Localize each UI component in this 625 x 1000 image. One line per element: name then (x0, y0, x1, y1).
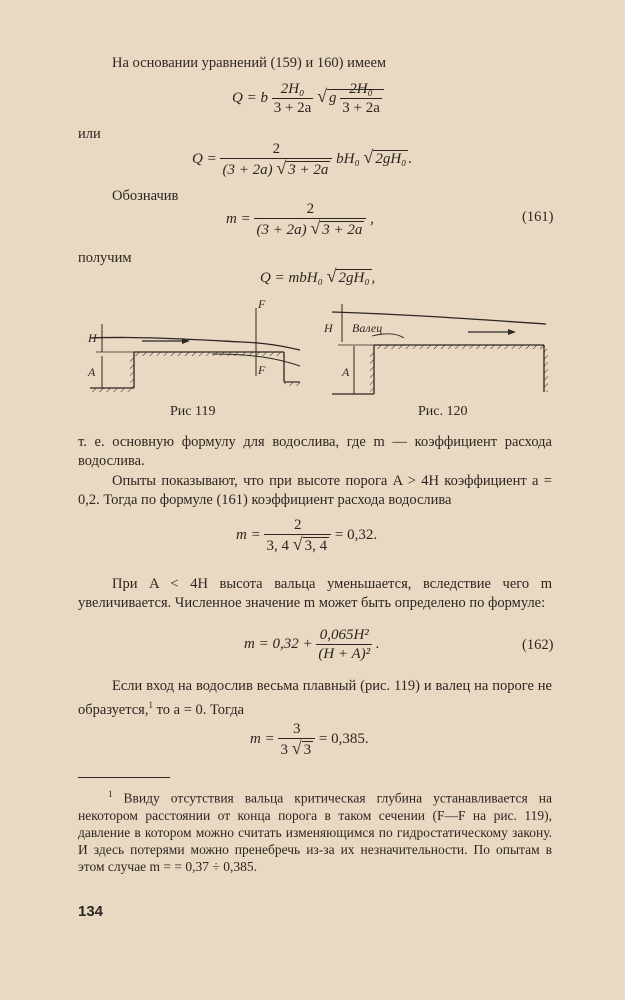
eq2-tail-root: 2gH₀ (375, 150, 407, 167)
eq7-den-a: 3 (280, 742, 288, 758)
radical-icon: √ (310, 218, 321, 238)
radical-icon: √ (291, 738, 302, 758)
paragraph-opyty: Опыты показывают, что при высоте порога A > 4H коэффициент a = 0,2. Тогда по формуле (161) коэффициент расхода водослива (78, 473, 552, 508)
footnote-ref: 1 (148, 700, 153, 710)
water-surface-line (90, 337, 300, 350)
eq2-end: . (408, 150, 413, 167)
equation-5 (236, 516, 377, 555)
eq1-den: 3 + 2a (273, 100, 312, 116)
caption-fig-119: Рис 119 (170, 404, 216, 419)
eq7-fraction (278, 720, 315, 759)
eq5-den-a: 3, 4 (266, 538, 289, 554)
footnote-text: Ввиду отсутствия вальца критическая глубина устанавливается на некотором расстоянии от конца порога в таком сечении (F—F на рис. 119), давление в котором можно считать изменяющимся по гидростатическому закону. И здесь потерями можно пренебречь из-за их незначительности. По опытам в этом случае m = = 0,37 ÷ 0,385. (78, 790, 553, 874)
eq6-lhs: m = 0,32 + (244, 635, 313, 652)
paragraph-te-osnovnuyu: т. е. основную формулу для водослива, где m — коэффициент расхода водослива. (78, 434, 552, 469)
bed-left-hatching (90, 388, 134, 392)
label-A-119: A (88, 365, 96, 379)
page-number: 134 (78, 903, 104, 920)
eq3-fraction (254, 200, 366, 239)
eq7-rhs: = 0,385. (318, 730, 369, 747)
eq3-end: , (370, 210, 374, 227)
eq5-rhs: = 0,32. (334, 526, 378, 543)
eq3-lhs: m = (226, 210, 251, 227)
eq4-end: , (371, 270, 376, 286)
eq2-den-root: 3 + 2a (288, 162, 329, 178)
eq2-tail: bH₀ (336, 150, 360, 167)
ili-text: или (78, 126, 101, 142)
equation-7 (250, 720, 369, 759)
caption-fig-120: Рис. 120 (418, 404, 468, 419)
eq1-root-num: 2H₀ (340, 80, 382, 99)
footnote (78, 786, 552, 875)
radical-icon: √ (363, 146, 374, 167)
esli-vhod-part-a: Если вход на водослив весьма плавный (рис. 119) и валец на пороге не образуется, (78, 678, 552, 718)
bed-right-hatching (284, 382, 300, 386)
arrowhead-icon (508, 329, 516, 335)
eq5-lhs: m = (236, 526, 261, 543)
radical-icon: √ (326, 266, 337, 286)
eq2-num: 2 (220, 140, 332, 159)
eq5-den-root: 3, 4 (304, 538, 328, 554)
radical-icon: √ (317, 85, 327, 106)
eq1-root-fraction (340, 80, 382, 117)
esli-vhod-part-b: то a = 0. Тогда (152, 701, 245, 718)
eq1-fraction (272, 80, 314, 117)
radical-icon: √ (292, 534, 303, 554)
label-F-bottom: F (258, 363, 266, 377)
eq6-num: 0,065H² (316, 626, 372, 645)
label-A-120: A (342, 365, 350, 379)
eq3-den-a: (3 + 2a) (256, 222, 307, 238)
eq6-den: (H + A)² (318, 646, 371, 662)
equation-1 (232, 80, 384, 117)
eq-number-162: (162) (522, 637, 554, 653)
radical-icon: √ (276, 158, 287, 178)
eq7-lhs: m = (250, 730, 275, 747)
eq7-num: 3 (278, 720, 315, 739)
oboznachiv-text: Обозначив (112, 188, 179, 204)
label-valets: Валец (352, 321, 383, 335)
eq2-fraction (220, 140, 332, 179)
label-H-119: H (88, 331, 97, 345)
label-H-120: H (324, 321, 333, 335)
eq-number-161: (161) (522, 209, 554, 225)
eq1-lhs: Q = b (232, 89, 268, 106)
eq6-fraction (316, 626, 372, 663)
eq6-end: . (375, 635, 380, 652)
footnote-rule (78, 777, 170, 778)
eq2-den-a: (3 + 2a) (222, 162, 273, 178)
figure-120 (318, 302, 550, 398)
figure-119 (82, 296, 304, 398)
eq5-num: 2 (264, 516, 331, 535)
poluchim-text: получим (78, 250, 132, 266)
eq1-root-g: g (328, 89, 337, 106)
eq3-num: 2 (254, 200, 366, 219)
intro-text: На основании уравнений (159) и 160) имеем (112, 55, 387, 71)
eq1-root-den: 3 + 2a (342, 100, 380, 116)
eq4-root: 2gH₀ (338, 270, 370, 286)
wall-hatching (370, 349, 374, 394)
eq1-num: 2H₀ (272, 80, 314, 99)
eq3-den-root: 3 + 2a (322, 222, 363, 238)
eq4-lhs: Q = mbH₀ (260, 270, 323, 286)
back-wall-hatching (544, 349, 548, 392)
equation-3 (226, 200, 374, 239)
paragraph-pri-A: При A < 4H высота вальца уменьшается, вследствие чего m увеличивается. Численное значение m может быть определено по формуле: (78, 576, 552, 611)
eq5-fraction (264, 516, 331, 555)
paragraph-esli-vhod (78, 677, 552, 720)
label-F-top: F (258, 297, 266, 311)
equation-6 (244, 626, 380, 663)
eq7-den-root: 3 (303, 742, 312, 758)
eq2-lhs: Q = (192, 150, 217, 167)
footnote-marker: 1 (108, 789, 113, 799)
wall-hatching (130, 356, 134, 388)
equation-2 (192, 140, 412, 179)
equation-4 (260, 266, 375, 287)
